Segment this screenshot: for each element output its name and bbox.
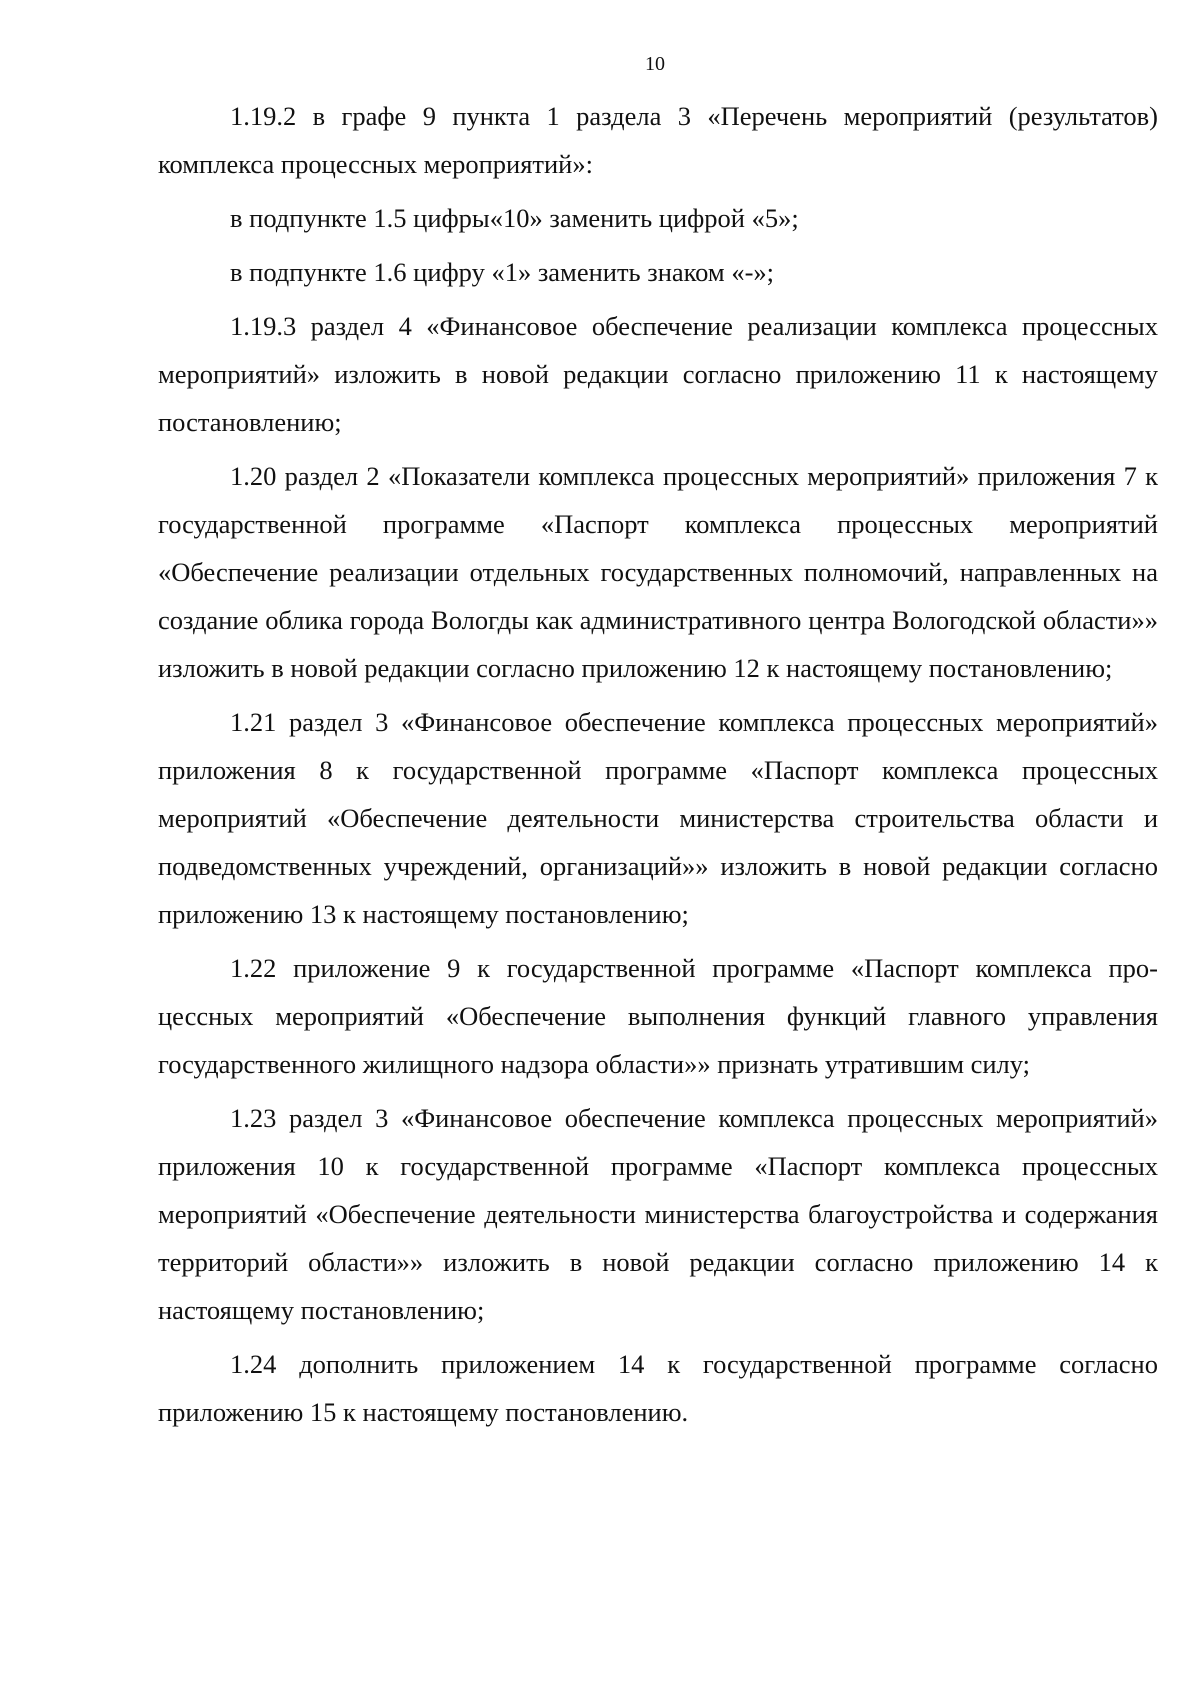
paragraph-subpoint-1-6: в подпункте 1.6 цифру «1» заменить знаком «-»; [230,257,775,287]
paragraph-1-22: 1.22 приложение 9 к государственной программе «Паспорт комплекса процессных мероприятий «Обеспечение выполнения функций главного управления государственного жилищного надзора области»» признать утратившим силу; [158,953,1158,1079]
document-body [158,92,1158,1442]
paragraph-subpoint-1-5: в подпункте 1.5 цифры«10» заменить цифрой «5»; [230,203,799,233]
paragraph-1-20: 1.20 раздел 2 «Показатели комплекса процессных мероприятий» приложения 7 к государственной программе «Паспорт комплекса процессных мероприятий «Обеспечение реализации отдельных государственных полномочий, направленных на создание облика города Вологды как административного центра Вологодской области»» изложить в новой редакции согласно приложению 12 к настоящему постановлению; [158,461,1158,683]
paragraph-1-19-2: 1.19.2 в графе 9 пункта 1 раздела 3 «Перечень мероприятий (результатов) комплекса процессных мероприятий»: [158,101,1158,179]
paragraph-1-21: 1.21 раздел 3 «Финансовое обеспечение комплекса процессных мероприятий» приложения 8 к государственной программе «Паспорт комплекса процессных мероприятий «Обеспечение деятельности министерства строительства области и подведомственных учреждений, организаций»» изложить в новой редакции согласно приложению 13 к настоящему постановлению; [158,707,1158,929]
paragraph-1-24: 1.24 дополнить приложением 14 к государственной программе согласно приложению 15 к настоящему постановлению. [158,1349,1158,1427]
paragraph-1-19-3: 1.19.3 раздел 4 «Финансовое обеспечение реализации комплекса процессных мероприятий» изложить в новой редакции согласно приложению 11 к настоящему постановлению; [158,311,1158,437]
page-number: 10 [645,53,665,75]
paragraph-1-23: 1.23 раздел 3 «Финансовое обеспечение комплекса процессных мероприятий» приложения 10 к государственной программе «Паспорт комплекса процессных мероприятий «Обеспечение деятельности министерства благоустройства и содержания территорий области»» изложить в новой редакции согласно приложению 14 к настоящему постановлению; [158,1103,1158,1325]
